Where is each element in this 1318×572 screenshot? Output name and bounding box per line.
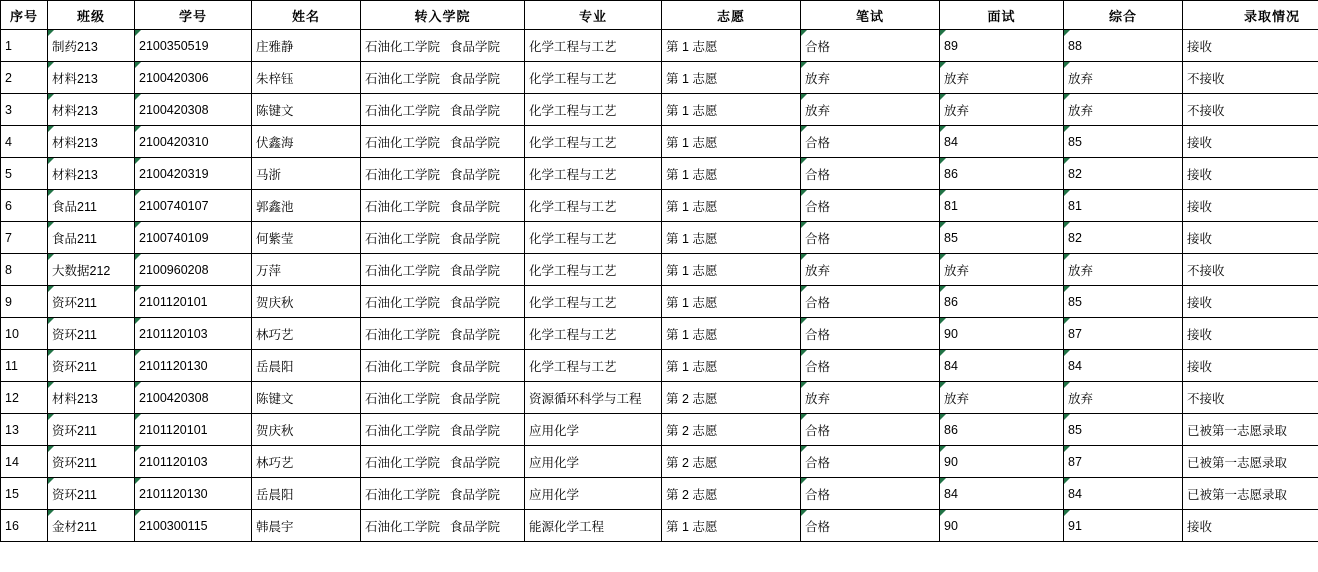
cell-comp: 放弃 bbox=[1064, 382, 1183, 414]
column-header-sid: 学号 bbox=[135, 1, 252, 30]
cell-written: 放弃 bbox=[801, 94, 940, 126]
college-primary: 石油化工学院 bbox=[365, 135, 441, 150]
cell-college bbox=[361, 510, 525, 542]
cell-wish: 第 1 志愿 bbox=[662, 222, 801, 254]
college-secondary: 食品学院 bbox=[450, 167, 501, 182]
cell-sid: 2100420308 bbox=[135, 94, 252, 126]
cell-college bbox=[361, 446, 525, 478]
cell-comp: 88 bbox=[1064, 30, 1183, 62]
cell-inter: 86 bbox=[940, 286, 1064, 318]
cell-result: 不接收 bbox=[1183, 382, 1318, 414]
cell-written: 合格 bbox=[801, 286, 940, 318]
cell-result: 接收 bbox=[1183, 158, 1318, 190]
cell-class: 资环211 bbox=[48, 350, 135, 382]
cell-sid: 2100420319 bbox=[135, 158, 252, 190]
college-secondary: 食品学院 bbox=[450, 359, 501, 374]
cell-seq: 6 bbox=[1, 190, 48, 222]
college-primary: 石油化工学院 bbox=[365, 455, 441, 470]
cell-seq: 13 bbox=[1, 414, 48, 446]
cell-name: 马浙 bbox=[252, 158, 361, 190]
cell-major: 化学工程与工艺 bbox=[525, 190, 662, 222]
cell-comp: 91 bbox=[1064, 510, 1183, 542]
cell-wish: 第 1 志愿 bbox=[662, 158, 801, 190]
cell-written: 合格 bbox=[801, 158, 940, 190]
cell-result: 已被第一志愿录取 bbox=[1183, 446, 1318, 478]
table-row bbox=[1, 62, 1318, 94]
cell-college bbox=[361, 350, 525, 382]
cell-inter: 放弃 bbox=[940, 62, 1064, 94]
college-secondary: 食品学院 bbox=[450, 231, 501, 246]
cell-seq: 1 bbox=[1, 30, 48, 62]
cell-sid: 2101120130 bbox=[135, 478, 252, 510]
college-secondary: 食品学院 bbox=[450, 455, 501, 470]
cell-result: 接收 bbox=[1183, 30, 1318, 62]
cell-college bbox=[361, 478, 525, 510]
column-header-name: 姓名 bbox=[252, 1, 361, 30]
cell-result: 接收 bbox=[1183, 126, 1318, 158]
cell-major: 应用化学 bbox=[525, 478, 662, 510]
cell-major: 化学工程与工艺 bbox=[525, 94, 662, 126]
college-primary: 石油化工学院 bbox=[365, 71, 441, 86]
college-secondary: 食品学院 bbox=[450, 199, 501, 214]
cell-wish: 第 1 志愿 bbox=[662, 254, 801, 286]
cell-major: 化学工程与工艺 bbox=[525, 350, 662, 382]
college-secondary: 食品学院 bbox=[450, 295, 501, 310]
cell-sid: 2100420306 bbox=[135, 62, 252, 94]
cell-college bbox=[361, 254, 525, 286]
cell-written: 合格 bbox=[801, 478, 940, 510]
cell-sid: 2101120101 bbox=[135, 414, 252, 446]
cell-name: 朱梓钰 bbox=[252, 62, 361, 94]
header-row bbox=[1, 1, 1318, 30]
cell-major: 化学工程与工艺 bbox=[525, 126, 662, 158]
table-row bbox=[1, 510, 1318, 542]
column-header-result: 录取情况 bbox=[1183, 1, 1318, 30]
cell-class: 材料213 bbox=[48, 382, 135, 414]
cell-college bbox=[361, 414, 525, 446]
cell-wish: 第 2 志愿 bbox=[662, 382, 801, 414]
column-header-college: 转入学院 bbox=[361, 1, 525, 30]
college-secondary: 食品学院 bbox=[450, 487, 501, 502]
cell-written: 合格 bbox=[801, 446, 940, 478]
cell-inter: 81 bbox=[940, 190, 1064, 222]
cell-wish: 第 2 志愿 bbox=[662, 478, 801, 510]
college-primary: 石油化工学院 bbox=[365, 327, 441, 342]
cell-comp: 81 bbox=[1064, 190, 1183, 222]
cell-major: 能源化学工程 bbox=[525, 510, 662, 542]
cell-seq: 12 bbox=[1, 382, 48, 414]
cell-name: 陈键文 bbox=[252, 94, 361, 126]
cell-wish: 第 1 志愿 bbox=[662, 30, 801, 62]
cell-result: 已被第一志愿录取 bbox=[1183, 414, 1318, 446]
cell-name: 林巧艺 bbox=[252, 446, 361, 478]
column-header-comp: 综合 bbox=[1064, 1, 1183, 30]
cell-result: 接收 bbox=[1183, 286, 1318, 318]
cell-wish: 第 1 志愿 bbox=[662, 126, 801, 158]
cell-class: 金材211 bbox=[48, 510, 135, 542]
cell-written: 合格 bbox=[801, 510, 940, 542]
cell-major: 化学工程与工艺 bbox=[525, 318, 662, 350]
table-row bbox=[1, 190, 1318, 222]
cell-inter: 90 bbox=[940, 318, 1064, 350]
cell-sid: 2100420308 bbox=[135, 382, 252, 414]
column-header-major: 专业 bbox=[525, 1, 662, 30]
cell-comp: 87 bbox=[1064, 446, 1183, 478]
cell-inter: 放弃 bbox=[940, 382, 1064, 414]
table-row bbox=[1, 414, 1318, 446]
cell-college bbox=[361, 286, 525, 318]
table-row bbox=[1, 254, 1318, 286]
cell-wish: 第 1 志愿 bbox=[662, 350, 801, 382]
cell-seq: 7 bbox=[1, 222, 48, 254]
college-secondary: 食品学院 bbox=[450, 423, 501, 438]
cell-name: 韩晨宇 bbox=[252, 510, 361, 542]
cell-major: 应用化学 bbox=[525, 446, 662, 478]
cell-wish: 第 1 志愿 bbox=[662, 318, 801, 350]
cell-class: 食品211 bbox=[48, 222, 135, 254]
table-row bbox=[1, 446, 1318, 478]
college-secondary: 食品学院 bbox=[450, 519, 501, 534]
cell-inter: 84 bbox=[940, 350, 1064, 382]
cell-result: 接收 bbox=[1183, 190, 1318, 222]
cell-written: 合格 bbox=[801, 126, 940, 158]
cell-written: 放弃 bbox=[801, 382, 940, 414]
cell-wish: 第 1 志愿 bbox=[662, 510, 801, 542]
cell-sid: 2101120103 bbox=[135, 318, 252, 350]
cell-college bbox=[361, 190, 525, 222]
cell-inter: 84 bbox=[940, 478, 1064, 510]
cell-inter: 89 bbox=[940, 30, 1064, 62]
college-primary: 石油化工学院 bbox=[365, 519, 441, 534]
cell-wish: 第 1 志愿 bbox=[662, 286, 801, 318]
college-primary: 石油化工学院 bbox=[365, 199, 441, 214]
cell-comp: 放弃 bbox=[1064, 254, 1183, 286]
cell-class: 材料213 bbox=[48, 158, 135, 190]
cell-name: 贺庆秋 bbox=[252, 286, 361, 318]
column-header-class: 班级 bbox=[48, 1, 135, 30]
college-primary: 石油化工学院 bbox=[365, 423, 441, 438]
cell-written: 合格 bbox=[801, 318, 940, 350]
cell-result: 接收 bbox=[1183, 222, 1318, 254]
cell-wish: 第 2 志愿 bbox=[662, 414, 801, 446]
cell-written: 合格 bbox=[801, 350, 940, 382]
cell-college bbox=[361, 62, 525, 94]
cell-class: 材料213 bbox=[48, 126, 135, 158]
cell-result: 接收 bbox=[1183, 350, 1318, 382]
cell-major: 应用化学 bbox=[525, 414, 662, 446]
cell-written: 合格 bbox=[801, 30, 940, 62]
column-header-seq: 序号 bbox=[1, 1, 48, 30]
cell-sid: 2100300115 bbox=[135, 510, 252, 542]
cell-seq: 3 bbox=[1, 94, 48, 126]
table-row bbox=[1, 158, 1318, 190]
cell-inter: 84 bbox=[940, 126, 1064, 158]
table-row bbox=[1, 350, 1318, 382]
cell-comp: 85 bbox=[1064, 414, 1183, 446]
cell-name: 林巧艺 bbox=[252, 318, 361, 350]
cell-name: 陈键文 bbox=[252, 382, 361, 414]
cell-class: 制药213 bbox=[48, 30, 135, 62]
cell-major: 化学工程与工艺 bbox=[525, 30, 662, 62]
cell-name: 郭鑫池 bbox=[252, 190, 361, 222]
cell-major: 化学工程与工艺 bbox=[525, 222, 662, 254]
cell-seq: 16 bbox=[1, 510, 48, 542]
cell-class: 大数据212 bbox=[48, 254, 135, 286]
cell-wish: 第 1 志愿 bbox=[662, 190, 801, 222]
cell-comp: 84 bbox=[1064, 478, 1183, 510]
cell-inter: 90 bbox=[940, 510, 1064, 542]
college-primary: 石油化工学院 bbox=[365, 39, 441, 54]
cell-major: 化学工程与工艺 bbox=[525, 62, 662, 94]
table-row bbox=[1, 222, 1318, 254]
table-row bbox=[1, 286, 1318, 318]
college-secondary: 食品学院 bbox=[450, 135, 501, 150]
cell-sid: 2100960208 bbox=[135, 254, 252, 286]
table-row bbox=[1, 30, 1318, 62]
college-primary: 石油化工学院 bbox=[365, 359, 441, 374]
cell-class: 资环211 bbox=[48, 414, 135, 446]
college-secondary: 食品学院 bbox=[450, 327, 501, 342]
table-header bbox=[1, 1, 1318, 30]
cell-comp: 82 bbox=[1064, 222, 1183, 254]
cell-wish: 第 1 志愿 bbox=[662, 94, 801, 126]
column-header-inter: 面试 bbox=[940, 1, 1064, 30]
cell-inter: 放弃 bbox=[940, 94, 1064, 126]
cell-comp: 84 bbox=[1064, 350, 1183, 382]
cell-class: 资环211 bbox=[48, 286, 135, 318]
cell-written: 合格 bbox=[801, 414, 940, 446]
table-row bbox=[1, 382, 1318, 414]
cell-result: 接收 bbox=[1183, 318, 1318, 350]
column-header-wish: 志愿 bbox=[662, 1, 801, 30]
cell-college bbox=[361, 126, 525, 158]
cell-sid: 2101120101 bbox=[135, 286, 252, 318]
cell-inter: 85 bbox=[940, 222, 1064, 254]
cell-comp: 放弃 bbox=[1064, 94, 1183, 126]
cell-seq: 8 bbox=[1, 254, 48, 286]
cell-major: 资源循环科学与工程 bbox=[525, 382, 662, 414]
college-primary: 石油化工学院 bbox=[365, 167, 441, 182]
cell-class: 资环211 bbox=[48, 478, 135, 510]
cell-sid: 2100740107 bbox=[135, 190, 252, 222]
cell-class: 资环211 bbox=[48, 318, 135, 350]
cell-written: 放弃 bbox=[801, 62, 940, 94]
cell-seq: 10 bbox=[1, 318, 48, 350]
cell-college bbox=[361, 94, 525, 126]
college-secondary: 食品学院 bbox=[450, 39, 501, 54]
college-primary: 石油化工学院 bbox=[365, 263, 441, 278]
cell-sid: 2100350519 bbox=[135, 30, 252, 62]
cell-major: 化学工程与工艺 bbox=[525, 254, 662, 286]
cell-seq: 14 bbox=[1, 446, 48, 478]
table-row bbox=[1, 478, 1318, 510]
cell-name: 万萍 bbox=[252, 254, 361, 286]
cell-name: 岳晨阳 bbox=[252, 350, 361, 382]
table-row bbox=[1, 318, 1318, 350]
cell-sid: 2101120103 bbox=[135, 446, 252, 478]
cell-comp: 放弃 bbox=[1064, 62, 1183, 94]
cell-written: 合格 bbox=[801, 190, 940, 222]
cell-seq: 11 bbox=[1, 350, 48, 382]
college-primary: 石油化工学院 bbox=[365, 391, 441, 406]
cell-inter: 86 bbox=[940, 158, 1064, 190]
cell-result: 接收 bbox=[1183, 510, 1318, 542]
cell-college bbox=[361, 158, 525, 190]
cell-written: 放弃 bbox=[801, 254, 940, 286]
cell-major: 化学工程与工艺 bbox=[525, 158, 662, 190]
college-primary: 石油化工学院 bbox=[365, 103, 441, 118]
column-header-written: 笔试 bbox=[801, 1, 940, 30]
cell-class: 材料213 bbox=[48, 94, 135, 126]
cell-name: 伏鑫海 bbox=[252, 126, 361, 158]
college-primary: 石油化工学院 bbox=[365, 231, 441, 246]
college-secondary: 食品学院 bbox=[450, 391, 501, 406]
cell-sid: 2100740109 bbox=[135, 222, 252, 254]
cell-college bbox=[361, 222, 525, 254]
cell-comp: 87 bbox=[1064, 318, 1183, 350]
cell-name: 贺庆秋 bbox=[252, 414, 361, 446]
cell-sid: 2101120130 bbox=[135, 350, 252, 382]
table-row bbox=[1, 94, 1318, 126]
college-primary: 石油化工学院 bbox=[365, 295, 441, 310]
college-primary: 石油化工学院 bbox=[365, 487, 441, 502]
cell-name: 岳晨阳 bbox=[252, 478, 361, 510]
cell-class: 食品211 bbox=[48, 190, 135, 222]
college-secondary: 食品学院 bbox=[450, 263, 501, 278]
cell-written: 合格 bbox=[801, 222, 940, 254]
table-body bbox=[1, 30, 1318, 542]
cell-result: 不接收 bbox=[1183, 254, 1318, 286]
cell-wish: 第 2 志愿 bbox=[662, 446, 801, 478]
table-row bbox=[1, 126, 1318, 158]
cell-seq: 2 bbox=[1, 62, 48, 94]
college-secondary: 食品学院 bbox=[450, 103, 501, 118]
cell-seq: 9 bbox=[1, 286, 48, 318]
cell-seq: 15 bbox=[1, 478, 48, 510]
cell-college bbox=[361, 382, 525, 414]
cell-comp: 82 bbox=[1064, 158, 1183, 190]
cell-result: 已被第一志愿录取 bbox=[1183, 478, 1318, 510]
cell-comp: 85 bbox=[1064, 126, 1183, 158]
cell-inter: 86 bbox=[940, 414, 1064, 446]
cell-comp: 85 bbox=[1064, 286, 1183, 318]
cell-result: 不接收 bbox=[1183, 94, 1318, 126]
cell-result: 不接收 bbox=[1183, 62, 1318, 94]
college-secondary: 食品学院 bbox=[450, 71, 501, 86]
cell-seq: 5 bbox=[1, 158, 48, 190]
cell-wish: 第 1 志愿 bbox=[662, 62, 801, 94]
cell-name: 何紫莹 bbox=[252, 222, 361, 254]
cell-major: 化学工程与工艺 bbox=[525, 286, 662, 318]
cell-college bbox=[361, 30, 525, 62]
cell-seq: 4 bbox=[1, 126, 48, 158]
cell-name: 庄雅静 bbox=[252, 30, 361, 62]
cell-class: 资环211 bbox=[48, 446, 135, 478]
cell-sid: 2100420310 bbox=[135, 126, 252, 158]
cell-class: 材料213 bbox=[48, 62, 135, 94]
cell-inter: 放弃 bbox=[940, 254, 1064, 286]
cell-inter: 90 bbox=[940, 446, 1064, 478]
cell-college bbox=[361, 318, 525, 350]
